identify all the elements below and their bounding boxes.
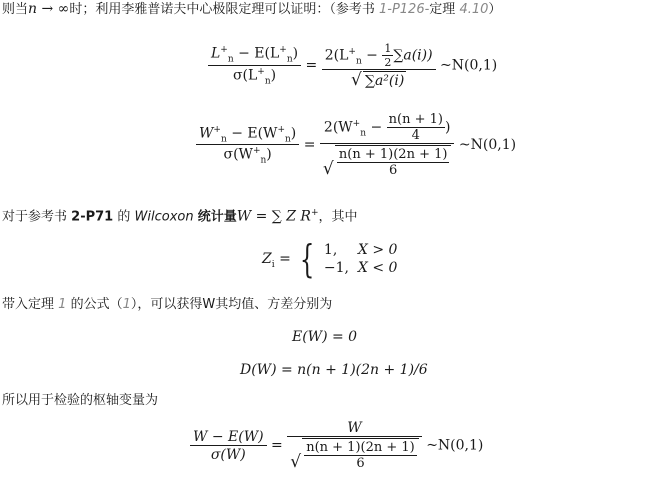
eq3-rhs bbox=[287, 420, 422, 471]
intro-text: 则当 bbox=[2, 2, 29, 17]
eq1-half bbox=[382, 42, 393, 69]
equation-3: $\frac{W - E(W)}{\sigma(W)}$ = W √ $\frac{n(n + 1)(2n + 1)}{6}$ ~N(0,1) bbox=[190, 420, 483, 471]
stat-text-2: 的 bbox=[117, 209, 131, 225]
theorem-text-2: 的公式（ bbox=[70, 297, 123, 312]
theorem-text-1: 带入定理 bbox=[2, 297, 55, 312]
intro-condition: n → ∞ bbox=[28, 1, 70, 17]
eq2-rad-frac bbox=[337, 147, 450, 178]
eq2-inner-close: ) bbox=[444, 119, 451, 136]
variance-equation: D(W) = n(n + 1)(2n + 1)/6 bbox=[240, 362, 428, 378]
intro-text-3: 定理 bbox=[429, 2, 456, 17]
expectation-equation: E(W) = 0 bbox=[292, 329, 358, 345]
theorem-text-3: ），可以获得W其均值、方差分别为 bbox=[130, 297, 333, 312]
eq3-lhs bbox=[190, 429, 267, 463]
eq1-rad: ∑a²(i) bbox=[364, 73, 405, 89]
eq1-L: L bbox=[211, 45, 221, 62]
intro-line bbox=[2, 0, 501, 19]
eq2-rad-den: 6 bbox=[337, 162, 450, 178]
stat-text-1: 对于参考书 bbox=[2, 209, 68, 225]
eq1-sqrt bbox=[351, 71, 406, 89]
eq3-dist: ~N(0,1) bbox=[426, 437, 484, 454]
eq2-lhs: $\frac{W^+_n - E(W^+_n)}{\sigma(W^+_n)}$ bbox=[196, 125, 299, 166]
cases-row1-val: 1, bbox=[323, 242, 338, 258]
eq2-rad-num: √ n(n + 1)(2n + 1) bbox=[338, 147, 448, 162]
intro-ref: 1-P126- bbox=[378, 2, 430, 17]
eq2-W: W bbox=[199, 125, 214, 142]
cases-row1-cond: X > 0 bbox=[357, 242, 398, 258]
eq1-close: ) bbox=[292, 45, 299, 62]
equation-1: $\frac{L^+_n - E(L^+_n)}{\sigma(L^+_n)}$ = $2(L^+_n$ − $\frac{1}{2}$ ∑a(i)) √ ∑a²(i) ~N(0,1) bbox=[208, 42, 497, 89]
eq2-dist: ~N(0,1) bbox=[458, 137, 517, 153]
eq2-minus-e: − E(W bbox=[231, 125, 278, 142]
intro-close: ） bbox=[488, 2, 502, 17]
eq1-half-den: 2 bbox=[384, 56, 392, 69]
cases-row2-val: −1, bbox=[323, 260, 349, 276]
stat-name: Wilcoxon bbox=[134, 209, 194, 225]
pivot-line: 所以用于检验的枢轴变量为 bbox=[2, 393, 159, 408]
cases-row-1 bbox=[324, 241, 398, 259]
eq2-inner-num: n(n + 1) bbox=[388, 112, 443, 127]
eq1-den: σ(L bbox=[232, 67, 258, 84]
cases-row2-cond: X < 0 bbox=[357, 260, 398, 276]
intro-text-2: 时；利用李雅普诺夫中心极限定理可以证明：（参考书 bbox=[69, 2, 375, 17]
eq3-num: W − E(W) bbox=[193, 428, 264, 445]
eq3-rad-den: 6 bbox=[304, 455, 417, 471]
statistic-line: 对于参考书 2-P71 的 Wilcoxon 统计量W = ∑ Z R+，其中 bbox=[2, 208, 358, 225]
cases-brace: { bbox=[300, 237, 315, 281]
theorem-ref: 1 bbox=[58, 297, 67, 312]
eq2-close: ) bbox=[290, 125, 297, 142]
cases-lhs: Z bbox=[262, 251, 272, 267]
eq2-inner-den: 4 bbox=[387, 127, 445, 143]
intro-ref-2: 4.10 bbox=[459, 2, 489, 17]
eq1-half-num: 1 bbox=[384, 42, 392, 55]
stat-ref: 2-P71 bbox=[71, 209, 114, 225]
theorem-line bbox=[2, 296, 332, 314]
eq1-dist: ~N(0,1) bbox=[440, 57, 498, 74]
eq3-rad-frac bbox=[304, 440, 417, 471]
cases-equation: $Z_i$ = { 1, X > 0 −1, X < 0 bbox=[262, 237, 398, 281]
eq2-rhs: $2(W^+_n$ − $\frac{n(n + 1)}{4}$ ) √ $\frac{n(n + 1)(2n + 1)}{6}$ bbox=[320, 112, 455, 178]
stat-tail: ，其中 bbox=[318, 209, 358, 225]
eq2-rhs-num: 2(W bbox=[323, 119, 353, 136]
eq2-den: σ(W bbox=[223, 146, 253, 163]
eq2-inner-frac bbox=[387, 112, 445, 143]
eq3-rhs-num: W bbox=[347, 420, 362, 436]
eq3-sqrt bbox=[290, 438, 419, 471]
eq1-rhs-mid: − bbox=[361, 47, 383, 64]
eq1-rhs-sum: ∑a(i)) bbox=[393, 47, 433, 64]
eq1-rhs: $2(L^+_n$ − $\frac{1}{2}$ ∑a(i)) √ ∑a²(i) bbox=[322, 42, 436, 89]
cases-rows bbox=[324, 241, 398, 277]
eq2-sqrt bbox=[323, 145, 452, 178]
eq1-lhs: $\frac{L^+_n - E(L^+_n)}{\sigma(L^+_n)}$ bbox=[208, 45, 301, 86]
eq1-minus-e: − E(L bbox=[238, 45, 280, 62]
stat-formula: W = ∑ Z R bbox=[236, 208, 311, 225]
stat-text-3: 统计量 bbox=[197, 209, 237, 225]
eq3-rad-num: √ n(n + 1)(2n + 1) bbox=[306, 440, 415, 455]
eq1-rhs-num: 2(L bbox=[324, 47, 349, 64]
eq3-den: σ(W) bbox=[190, 445, 267, 463]
cases-row-2 bbox=[324, 259, 398, 277]
theorem-ref-2: 1 bbox=[122, 297, 131, 312]
equation-2: $\frac{W^+_n - E(W^+_n)}{\sigma(W^+_n)}$ = $2(W^+_n$ − $\frac{n(n + 1)}{4}$ ) √ $\frac{n(n + 1)(2n + 1)}{6}$ ~N(0,1) bbox=[196, 112, 516, 178]
